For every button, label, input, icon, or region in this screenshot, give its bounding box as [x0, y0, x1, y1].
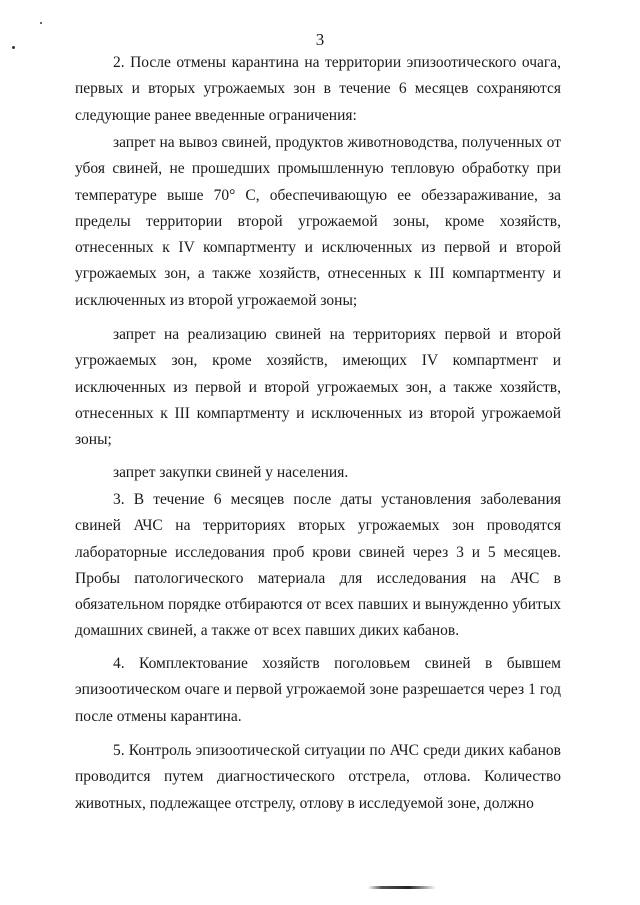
paragraph-3: 3. В течение 6 месяцев после даты установления заболевания свиней АЧС на территориях вторых угрожаемых зон проводятся лабораторные исследования проб крови свиней через 3 и 5 месяцев. Пробы патологического материала для исследования на АЧС в обязательном порядке отбираются от всех павших и вынужденно убитых домашних свиней, а также от всех павших диких кабанов. [75, 491, 561, 640]
paragraph-purchase-ban: запрет закупки свиней у населения. [113, 464, 349, 481]
paragraph-2: 2. После отмены карантина на территории эпизоотического очага, первых и вторых угрожаемых зон в течение 6 месяцев сохраняются следующие ранее введенные ограничения: [75, 54, 561, 124]
paragraph-export-ban: запрет на вывоз свиней, продуктов животноводства, полученных от убоя свиней, не прошедших промышленную тепловую обработку при температуре выше 70° С, обеспечивающую ее обеззараживание, за пределы территории второй угрожаемой зоны, кроме хозяйств, отнесенных к IV компартменту и исключенных из первой и второй угрожаемых зон, а также хозяйств, отнесенных к III компартменту и исключенных из второй угрожаемой зоны; [75, 134, 561, 309]
paragraph-4: 4. Комплектование хозяйств поголовьем свиней в бывшем эпизоотическом очаге и первой угрожаемой зоне разрешается через 1 год после отмены карантина. [75, 655, 561, 725]
paragraph-5: 5. Контроль эпизоотической ситуации по АЧС среди диких кабанов проводится путем диагностического отстрела, отлова. Количество животных, подлежащее отстрелу, отлову в исследуемой зоне, должно [75, 742, 561, 812]
scan-speck [40, 22, 42, 24]
page-number: 3 [315, 30, 325, 49]
paragraph-sale-ban: запрет на реализацию свиней на территориях первой и второй угрожаемых зон, кроме хозяйств, имеющих IV компартмент и исключенных из первой и второй угрожаемых зон, а также хозяйств, отнесенных к III компартменту и исключенных из второй угрожаемой зоны; [75, 326, 561, 449]
scan-artifact [368, 886, 436, 889]
